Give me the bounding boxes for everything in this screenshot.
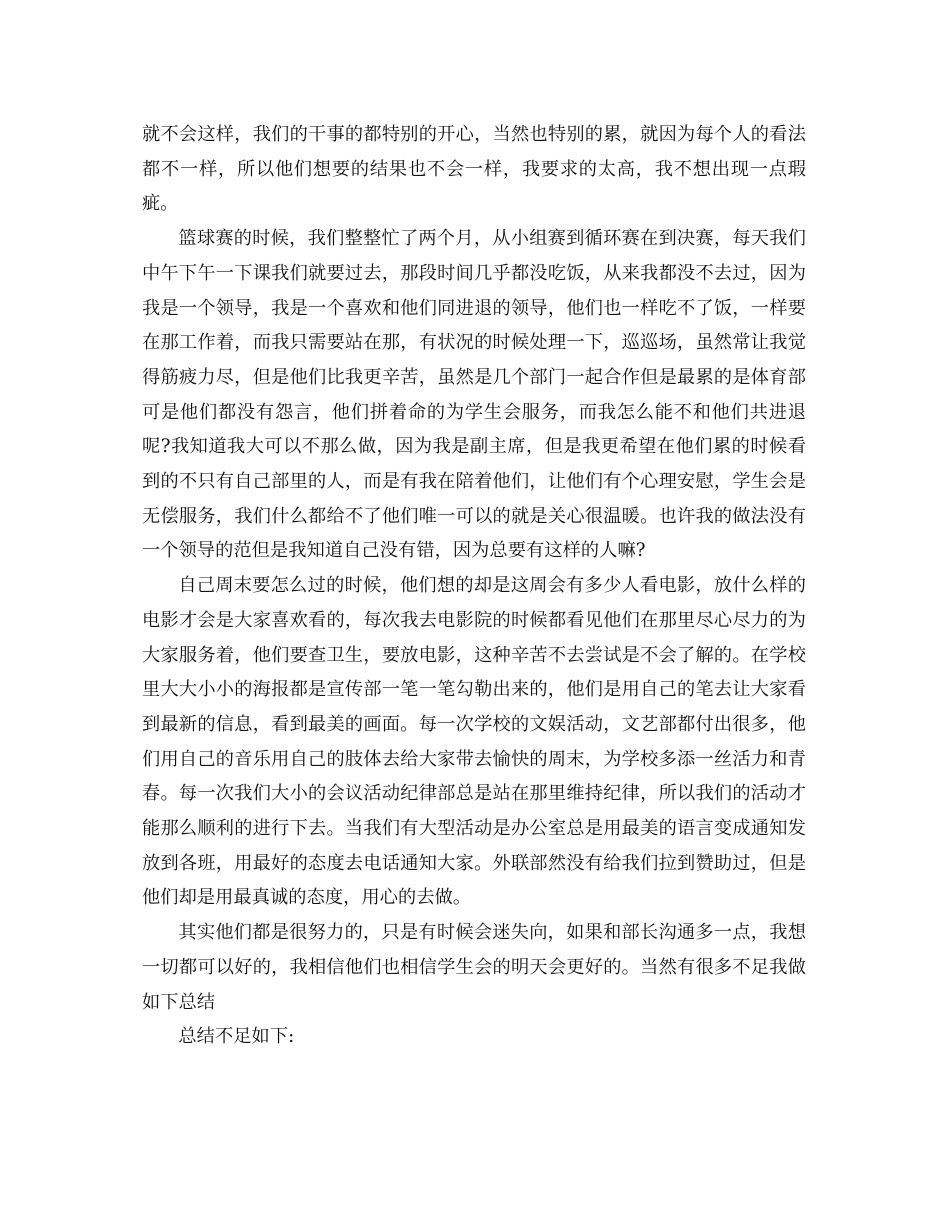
document-body [142, 118, 806, 1055]
paragraph-shortcomings-heading: 总结不足如下: [178, 1026, 295, 1048]
paragraph-continuation: 就不会这样，我们的干事的都特别的开心，当然也特别的累，就因为每个人的看法都不一样，所以他们想要的结果也不会一样，我要求的太高，我不想出现一点瑕疵。 [142, 124, 806, 215]
paragraph-departments: 自己周末要怎么过的时候，他们想的却是这周会有多少人看电影，放什么样的电影才会是大家喜欢看的，每次我去电影院的时候都看见他们在那里尽心尽力的为大家服务着，他们要查卫生，要放电影，这种辛苦不去尝试是不会了解的。在学校里大大小小的海报都是宣传部一笔一笔勾勒出来的，他们是用自己的笔去让大家看到最新的信息，看到最美的画面。每一次学校的文娱活动，文艺部都付出很多，他们用自己的音乐用自己的肢体去给大家带去愉快的周末，为学校多添一丝活力和青春。每一次我们大小的会议活动纪律部总是站在那里维持纪律，所以我们的活动才能那么顺利的进行下去。当我们有大型活动是办公室总是用最美的语言变成通知发放到各班，用最好的态度去电话通知大家。外联部然没有给我们拉到赞助过，但是他们却是用最真诚的态度，用心的去做。 [142, 575, 806, 909]
paragraph-summary-intro: 其实他们都是很努力的，只是有时候会迷失向，如果和部长沟通多一点，我想一切都可以好的，我相信他们也相信学生会的明天会更好的。当然有很多不足我做如下总结 [142, 922, 806, 1013]
paragraph-basketball: 篮球赛的时候，我们整整忙了两个月，从小组赛到循环赛在到决赛，每天我们中午下午一下课我们就要过去，那段时间几乎都没吃饭，从来我都没不去过，因为我是一个领导，我是一个喜欢和他们同进退的领导，他们也一样吃不了饭，一样要在那工作着，而我只需要站在那，有状况的时候处理一下，巡巡场，虽然常让我觉得筋疲力尽，但是他们比我更辛苦，虽然是几个部门一起合作但是最累的是体育部可是他们都没有怨言，他们拼着命的为学生会服务，而我怎么能不和他们共进退呢?我知道我大可以不那么做，因为我是副主席，但是我更希望在他们累的时候看到的不只有自己部里的人，而是有我在陪着他们，让他们有个心理安慰，学生会是无偿服务，我们什么都给不了他们唯一可以的就是关心很温暖。也许我的做法没有一个领导的范但是我知道自己没有错，因为总要有这样的人嘛? [142, 228, 806, 562]
